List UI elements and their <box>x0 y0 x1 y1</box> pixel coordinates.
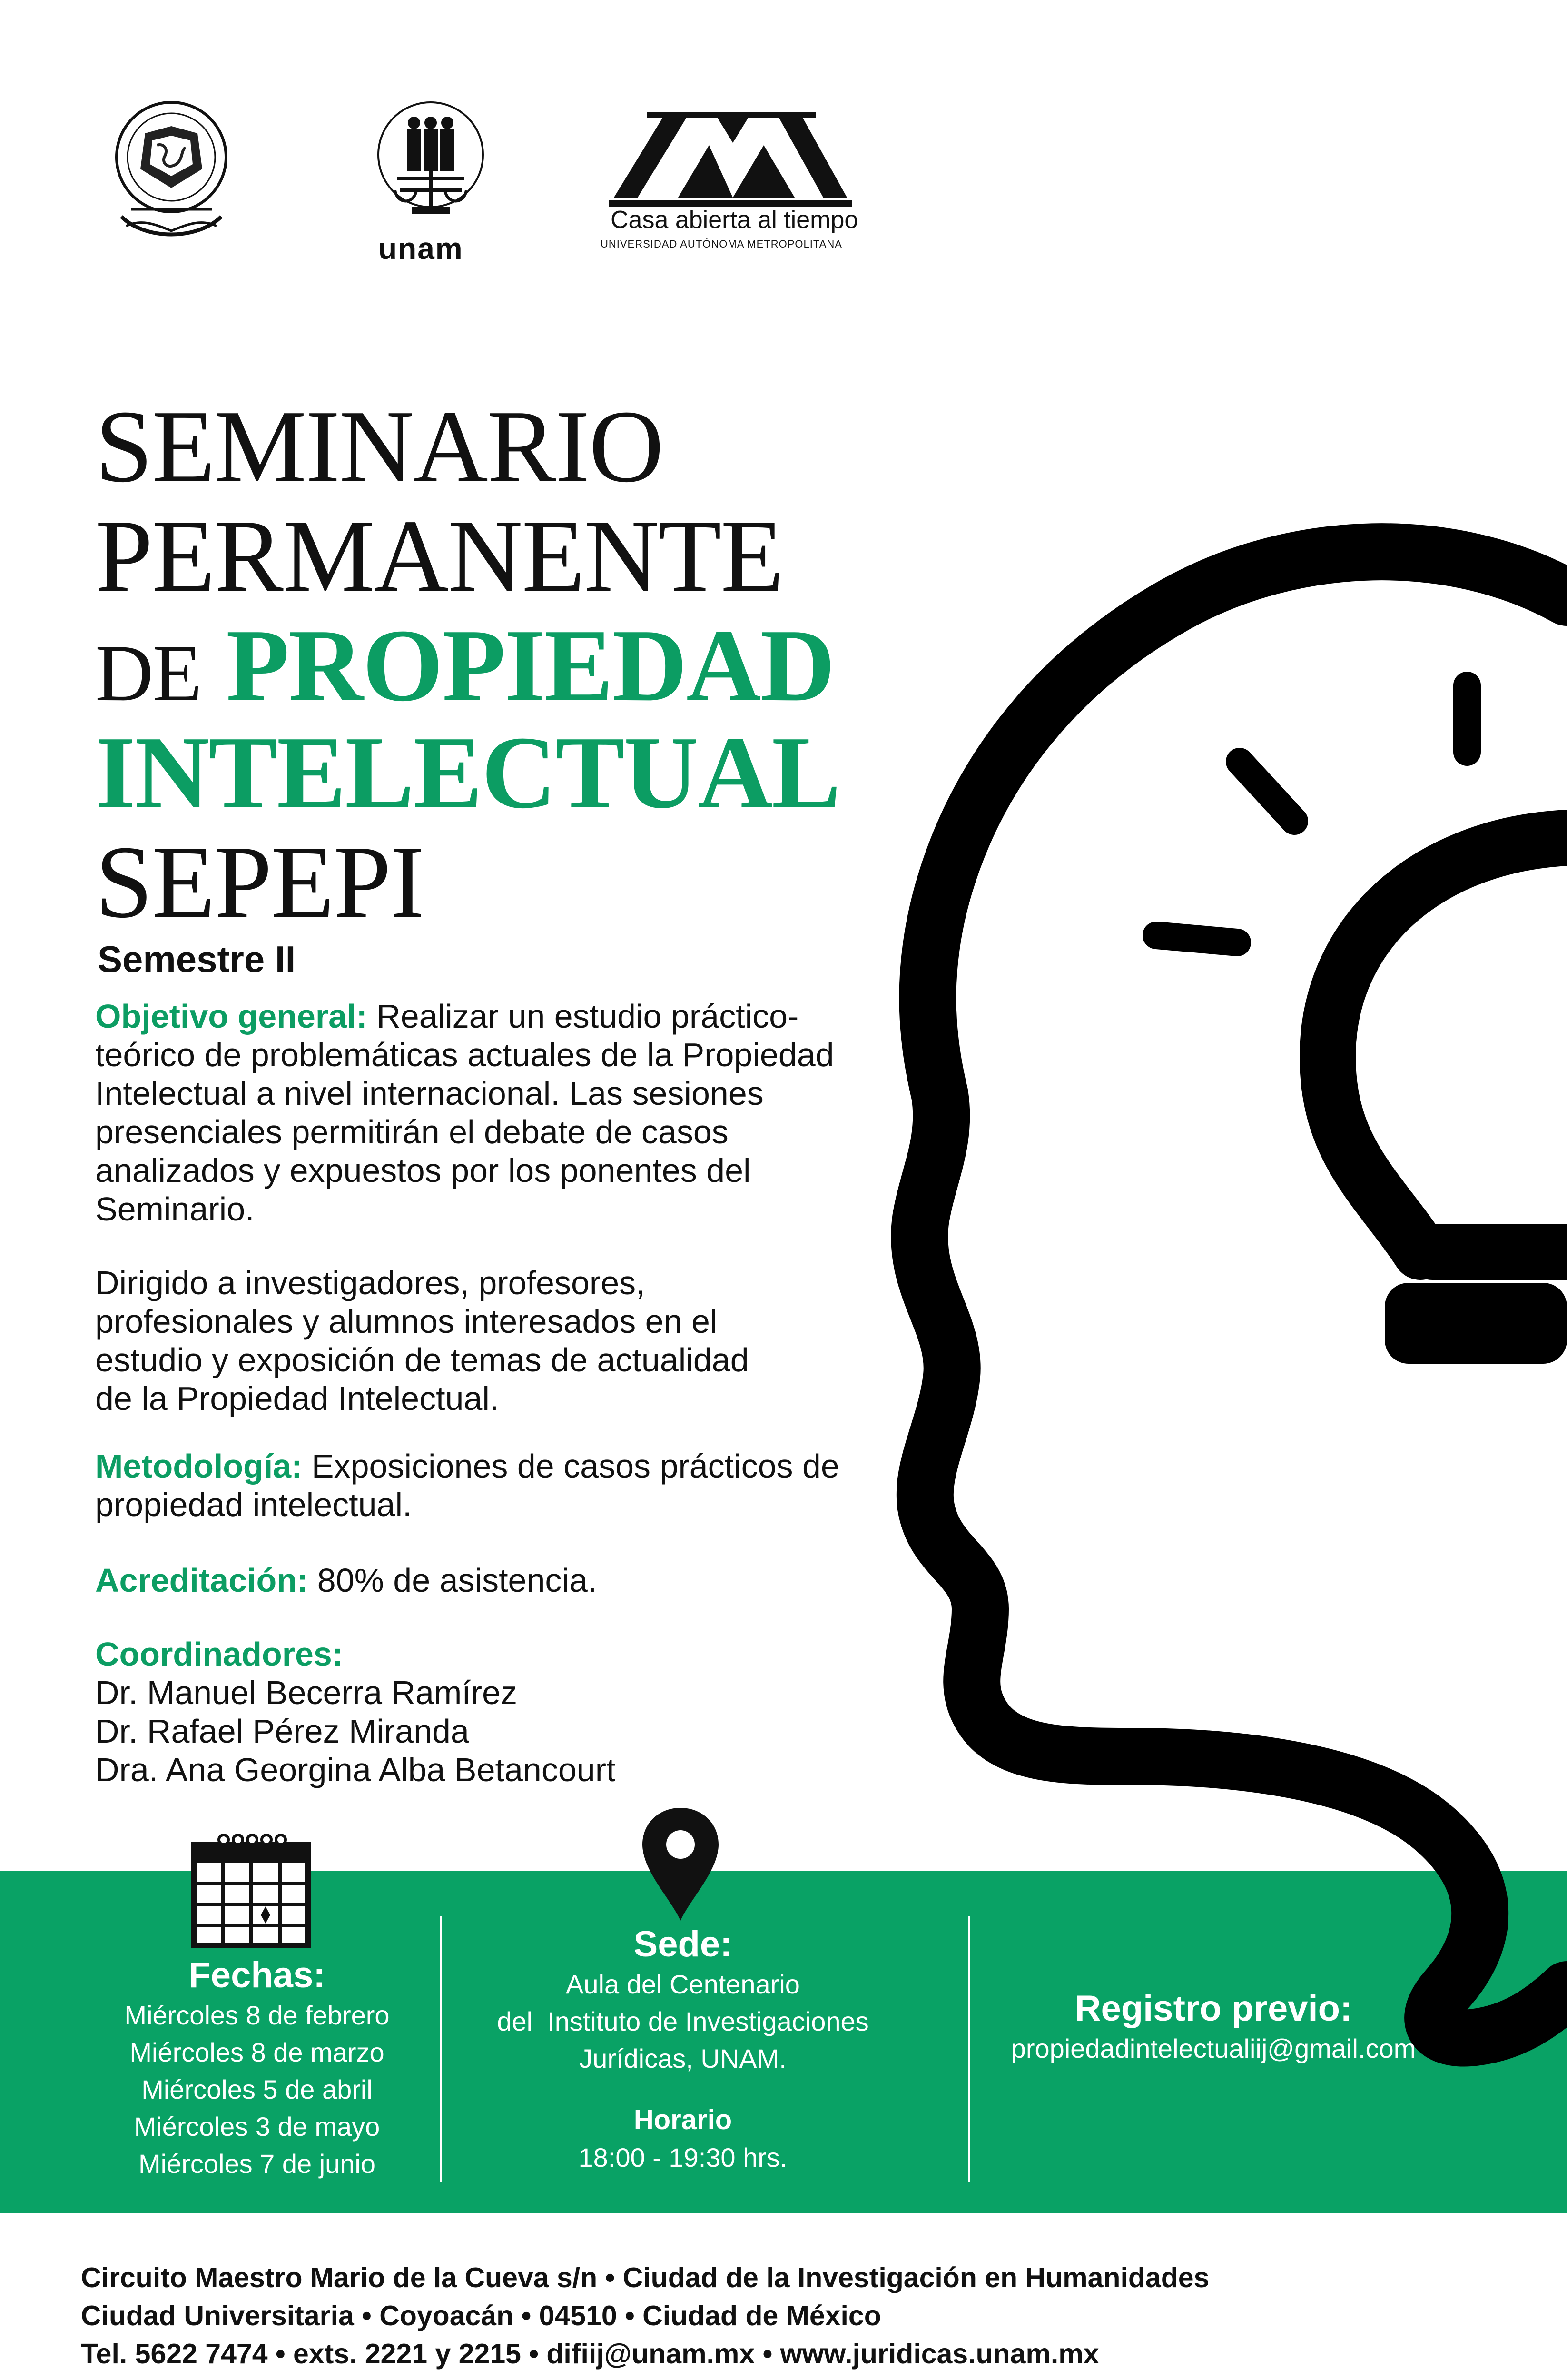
band-divider <box>440 1916 442 2182</box>
fechas-column <box>114 1954 400 2182</box>
objetivo-paragraph <box>95 997 885 1229</box>
uam-name: UNIVERSIDAD AUTÓNOMA METROPOLITANA <box>601 238 842 250</box>
light-ray-left <box>1240 762 1294 821</box>
location-pin-icon <box>638 1804 723 1923</box>
coordinador-name: Dr. Manuel Becerra Ramírez <box>95 1674 517 1711</box>
dirigido-paragraph: Dirigido a investigadores, profesores, profesionales y alumnos interesados en el estudio y exposición de temas de actualidad de la Propiedad Intelectual. <box>95 1264 749 1417</box>
footer-address-line-1: Circuito Maestro Mario de la Cueva s/n • Ciudad de la Investigación en Humanidades <box>81 2262 1210 2293</box>
fecha-item: Miércoles 8 de marzo <box>129 2037 384 2067</box>
semestre-label: Semestre II <box>98 938 296 980</box>
horario-label: Horario <box>633 2104 732 2135</box>
band-divider <box>968 1916 970 2182</box>
footer-address-line-2: Ciudad Universitaria • Coyoacán • 04510 • Ciudad de México <box>81 2300 881 2331</box>
title-intelectual: INTELECTUAL <box>95 715 840 830</box>
acreditacion-paragraph <box>95 1561 928 1600</box>
fecha-item: Miércoles 7 de junio <box>138 2149 376 2179</box>
title-sepepi: SEPEPI <box>95 825 424 940</box>
footer-contact-line[interactable]: Tel. 5622 7474 • exts. 2221 y 2215 • difiij@unam.mx • www.juridicas.unam.mx <box>81 2338 1099 2370</box>
registro-email[interactable]: propiedadintelectualiij@gmail.com <box>1011 2033 1416 2063</box>
objetivo-label: Objetivo general: <box>95 998 367 1035</box>
objetivo-text: Realizar un estudio práctico-teórico de problemáticas actuales de la Propiedad Intelectual a nivel internacional. Las sesiones presenciales permitirán el debate de casos analizados y expuestos por los ponentes del Seminario. <box>95 998 834 1228</box>
lightbulb-outline <box>1328 838 1567 1252</box>
head-outline <box>919 552 1567 2038</box>
acreditacion-text: 80% de asistencia. <box>308 1562 597 1599</box>
horario-value: 18:00 - 19:30 hrs. <box>578 2142 788 2172</box>
metodologia-paragraph <box>95 1447 866 1524</box>
metodologia-text: Exposiciones de casos prácticos de propiedad intelectual. <box>95 1448 839 1523</box>
registro-label: Registro previo: <box>1074 1988 1352 2029</box>
title-de: DE <box>95 628 201 718</box>
sede-line: Aula del Centenario <box>566 1969 800 1999</box>
uam-tagline: Casa abierta al tiempo <box>611 206 858 234</box>
light-ray-side <box>1156 935 1237 942</box>
registro-column <box>1004 1987 1423 2067</box>
coordinadores-block <box>95 1635 928 1789</box>
coordinador-name: Dra. Ana Georgina Alba Betancourt <box>95 1751 616 1788</box>
sede-line: Jurídicas, UNAM. <box>579 2043 787 2073</box>
unam-seal-logo <box>93 98 250 255</box>
title-line-2: PERMANENTE <box>95 499 783 614</box>
coordinador-name: Dr. Rafael Pérez Miranda <box>95 1713 469 1750</box>
coordinadores-label: Coordinadores: <box>95 1636 344 1673</box>
calendar-icon <box>190 1830 312 1949</box>
title-line-1: SEMINARIO <box>95 389 663 504</box>
acreditacion-label: Acreditación: <box>95 1562 308 1599</box>
metodologia-label: Metodología: <box>95 1448 303 1485</box>
sede-line: del Instituto de Investigaciones <box>497 2006 869 2036</box>
fechas-label: Fechas: <box>188 1955 325 1995</box>
sede-column <box>476 1923 890 2176</box>
lightbulb-base <box>1385 1283 1567 1364</box>
iij-unam-wordmark: unam <box>378 231 463 266</box>
title-propiedad: PROPIEDAD <box>226 608 834 723</box>
fecha-item: Miércoles 8 de febrero <box>124 2000 390 2030</box>
sede-label: Sede: <box>633 1924 732 1964</box>
title-line-3 <box>95 608 834 723</box>
fecha-item: Miércoles 3 de mayo <box>134 2112 380 2142</box>
fecha-item: Miércoles 5 de abril <box>141 2074 373 2104</box>
